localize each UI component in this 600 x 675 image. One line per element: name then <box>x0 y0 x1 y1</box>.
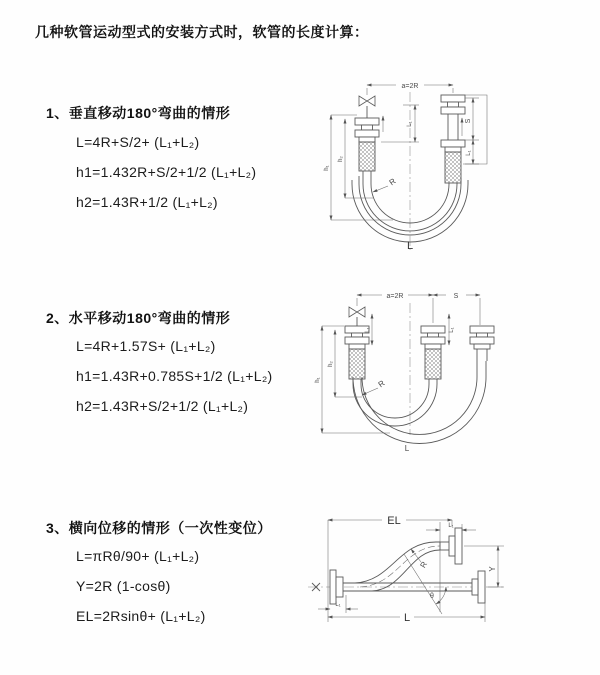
right-flange-upper <box>441 95 465 140</box>
dim-l1-left <box>381 105 419 142</box>
dim-label-l1-left: L₁ <box>335 602 341 608</box>
dim-label-h1: h₁ <box>315 377 321 383</box>
section1-heading: 1、垂直移动180°弯曲的情形 <box>46 105 231 121</box>
dim-label-el: EL <box>387 515 401 527</box>
valve-icon <box>359 96 375 106</box>
dim-label-y: Y <box>488 566 497 572</box>
dim-l1-right <box>463 95 487 164</box>
dim-label-l: L <box>404 444 410 453</box>
diagram-lateral-displacement <box>300 492 600 662</box>
radius-callout <box>411 549 429 570</box>
dim-el <box>328 515 452 622</box>
dim-label-l1-left: L₁ <box>407 121 413 127</box>
section2-formula-h2: h2=1.43R+S/2+1/2 (L₁+L₂) <box>76 398 249 414</box>
dim-label-r: R <box>376 378 387 390</box>
section1-formula-h1: h1=1.432R+S/2+1/2 (L₁+L₂) <box>76 164 257 180</box>
diagram-vertical-180-bend <box>315 72 585 262</box>
left-flange-assembly <box>345 326 369 379</box>
section2-formula-L: L=4R+1.57S+ (L₁+L₂) <box>76 338 216 354</box>
original-flange <box>472 571 485 603</box>
dim-label-h1: h₁ <box>324 165 330 171</box>
section1-formula-h2: h2=1.43R+1/2 (L₁+L₂) <box>76 194 218 210</box>
page-title: 几种软管运动型式的安装方式时，软管的长度计算： <box>35 24 369 40</box>
braid-section <box>349 349 365 379</box>
section3-formula-Y: Y=2R (1-cosθ) <box>76 578 171 594</box>
dim-label-s: S <box>453 293 459 300</box>
braid-section <box>445 152 461 183</box>
dim-label-l1-left: L₁ <box>365 327 371 333</box>
dim-label-s: S <box>465 118 472 124</box>
diagram-horizontal-180-bend <box>310 283 600 473</box>
radius-callout <box>362 378 387 395</box>
radius-callout <box>373 176 398 192</box>
dim-l1-left <box>318 595 358 613</box>
section3-heading: 3、横向位移的情形（一次性变位） <box>46 520 272 536</box>
hose-u-bend <box>353 361 486 444</box>
dim-l <box>328 603 485 624</box>
middle-flange-assembly <box>421 326 445 379</box>
section1-formula-L: L=4R+S/2+ (L₁+L₂) <box>76 134 200 150</box>
dim-label-l1-right: L₁ <box>466 150 472 156</box>
dim-label-a2r: a=2R <box>401 83 419 90</box>
dim-label-l: L <box>406 240 414 252</box>
dim-label-r: R <box>387 176 398 188</box>
displaced-flange <box>440 528 462 564</box>
left-flange-assembly <box>355 118 379 171</box>
dim-label-l1-top: L₁ <box>448 523 454 529</box>
dim-label-l1-mid: L₁ <box>449 327 455 333</box>
dim-label-theta: θ <box>430 593 434 600</box>
right-flange-lower <box>441 140 465 183</box>
left-flange <box>330 570 343 604</box>
dim-label-l: L <box>403 612 411 624</box>
dim-s <box>433 293 480 300</box>
right-flange-assembly <box>470 326 494 361</box>
dim-label-r: R <box>418 559 430 570</box>
dim-l1-mid <box>449 314 455 345</box>
valve-icon <box>349 307 365 317</box>
section2-formula-h1: h1=1.43R+0.785S+1/2 (L₁+L₂) <box>76 368 273 384</box>
section2-heading: 2、水平移动180°弯曲的情形 <box>46 310 231 326</box>
section3-formula-L: L=πRθ/90+ (L₁+L₂) <box>76 548 200 564</box>
dim-s <box>465 98 479 140</box>
dim-a2r <box>357 293 480 325</box>
braid-section <box>359 142 375 171</box>
braid-section <box>425 349 441 379</box>
section3-formula-EL: EL=2Rsinθ+ (L₁+L₂) <box>76 608 206 624</box>
dim-label-h2: h₂ <box>328 361 334 367</box>
dim-label-h2: h₂ <box>338 156 344 162</box>
dim-label-a2r: a=2R <box>386 293 404 300</box>
